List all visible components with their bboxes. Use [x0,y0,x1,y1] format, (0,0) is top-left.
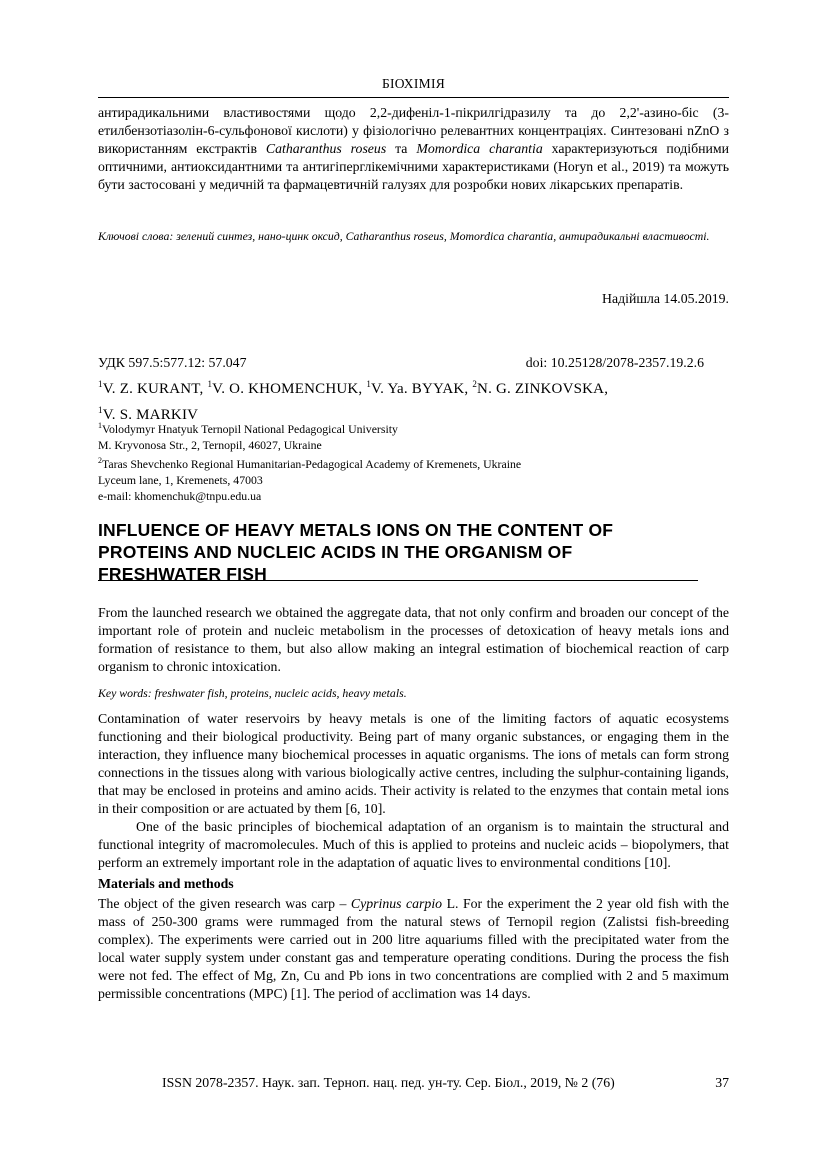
author: $^2$N. G. ZINKOVSKA, [472,379,609,397]
author: $^1$V. S. MARKIV [98,405,199,423]
page-number: 37 [715,1075,729,1090]
title-rule [98,580,698,581]
title-line: FRESHWATER FISH [98,564,267,584]
abstract-text: From the launched research we obtained the aggregate data, that not only confirm and broaden our concept of the important role of protein and nucleic metabolism in the processes of detoxication of heavy metals ions and formation of resistance to them, but also allow making an integral estimation of biochemical reaction of carp organism to chronic intoxication. [98,605,729,674]
intro-paragraph: One of the basic principles of biochemical adaptation of an organism is to maintain the structural and functional integrity of macromolecules. Much of this is applied to proteins and nucleic acids – biopolymers, that perform an extremely important role in the adaptation of aquatic lives to environmental conditions [10]. [98,819,729,870]
udc-code: УДК 597.5:577.12: 57.047 [98,355,247,370]
author: $^1$V. Z. KURANT, [98,379,208,397]
contact-email[interactable]: e-mail: khomenchuk@tnpu.edu.ua [98,488,262,503]
author: $^1$V. Ya. BYYAK, [366,379,473,397]
introduction [98,710,729,1003]
doi-link[interactable]: doi: 10.25128/2078-2357.19.2.6 [525,355,704,370]
ua-abstract-continuation [98,104,729,194]
author: $^1$V. O. KHOMENCHUK, [207,379,367,397]
keywords [98,685,729,701]
ua-keywords [98,228,729,244]
intro-paragraph: Contamination of water reservoirs by heavy metals is one of the limiting factors of aquatic ecosystems functioning and their biological productivity. Being part of many organic substances, or engaging them in the interaction, they influence many biochemical processes in aquatic organisms. The ions of metals can form strong connections in the tissues along with various biologically active centres, including the sulphur-containing ligands, that may be enclosed in proteins and amino acids. Their activity is related to the enzymes that contain metal ions in their composition or are actuated by them [6, 10]. [98,711,729,816]
affiliation-1-address: M. Kryvonosa Str., 2, Ternopil, 46027, Ukraine [98,437,322,452]
title-line: PROTEINS AND NUCLEIC ACIDS IN THE ORGANISM OF [98,542,573,562]
keywords-text: Key words: freshwater fish, proteins, nucleic acids, heavy metals. [98,686,407,700]
journal-citation: ISSN 2078-2357. Наук. зап. Терноп. нац. пед. ун-ту. Сер. Біол., 2019, № 2 (76) [162,1075,615,1090]
abstract [98,604,729,676]
udc-doi-row [98,355,729,371]
affiliation-2-address: Lyceum lane, 1, Kremenets, 47003 [98,472,263,487]
affiliations [98,418,729,504]
methods-paragraph: The object of the given research was carp – Cyprinus carpio L. For the experiment the 2 year old fish with the mass of 250-300 grams were rummaged from the natural stews of Ternopil region (Zalistsi fish-breeding complex). The experiments were carried out in 200 litre aquariums filled with the precipitated water from the local water supply system under constant gas and temperature operating conditions. During the process the fish were not fed. The effect of Mg, Zn, Cu and Pb ions in two concentrations are complied with 2 and 5 maximum permissible concentrations (MPC) [1]. The period of acclimation was 14 days. [98,896,729,1001]
header-rule [98,97,729,98]
affiliation-1: $^1$Volodymyr Hnatyuk Ternopil National Pedagogical University [98,421,398,436]
running-header: БІОХІМІЯ [381,76,446,91]
ua-keywords-text: Ключові слова: зелений синтез, нано-цинк оксид, Catharanthus roseus, Momordica charantia, антирадикальні властивості. [98,229,710,243]
title-line: INFLUENCE OF HEAVY METALS IONS ON THE CONTENT OF [98,520,614,540]
article-title [98,519,729,585]
received-date: Надійшла 14.05.2019. [602,291,729,306]
ua-abstract-text: антирадикальними властивостями щодо 2,2-дифеніл-1-пікрилгідразилу та до 2,2'-азино-біс (3-етилбензотіазолін-6-сульфонової кислоти) у фізіологічно релевантних концентраціях. Синтезовані nZnO з використанням екстрактів Catharanthus roseus та Momordica charantia характеризуються подібними оптичними, антиоксидантними та антигіперглікемічними характеристиками (Horyn et al., 2019) та можуть бути застосовані у медичній та фармацевтичній галузях для розробки нових лікарських препаратів. [98,105,729,192]
affiliation-2: $^2$Taras Shevchenko Regional Humanitarian-Pedagogical Academy of Kremenets, Ukraine [98,455,522,471]
methods-heading: Materials and methods [98,876,234,891]
